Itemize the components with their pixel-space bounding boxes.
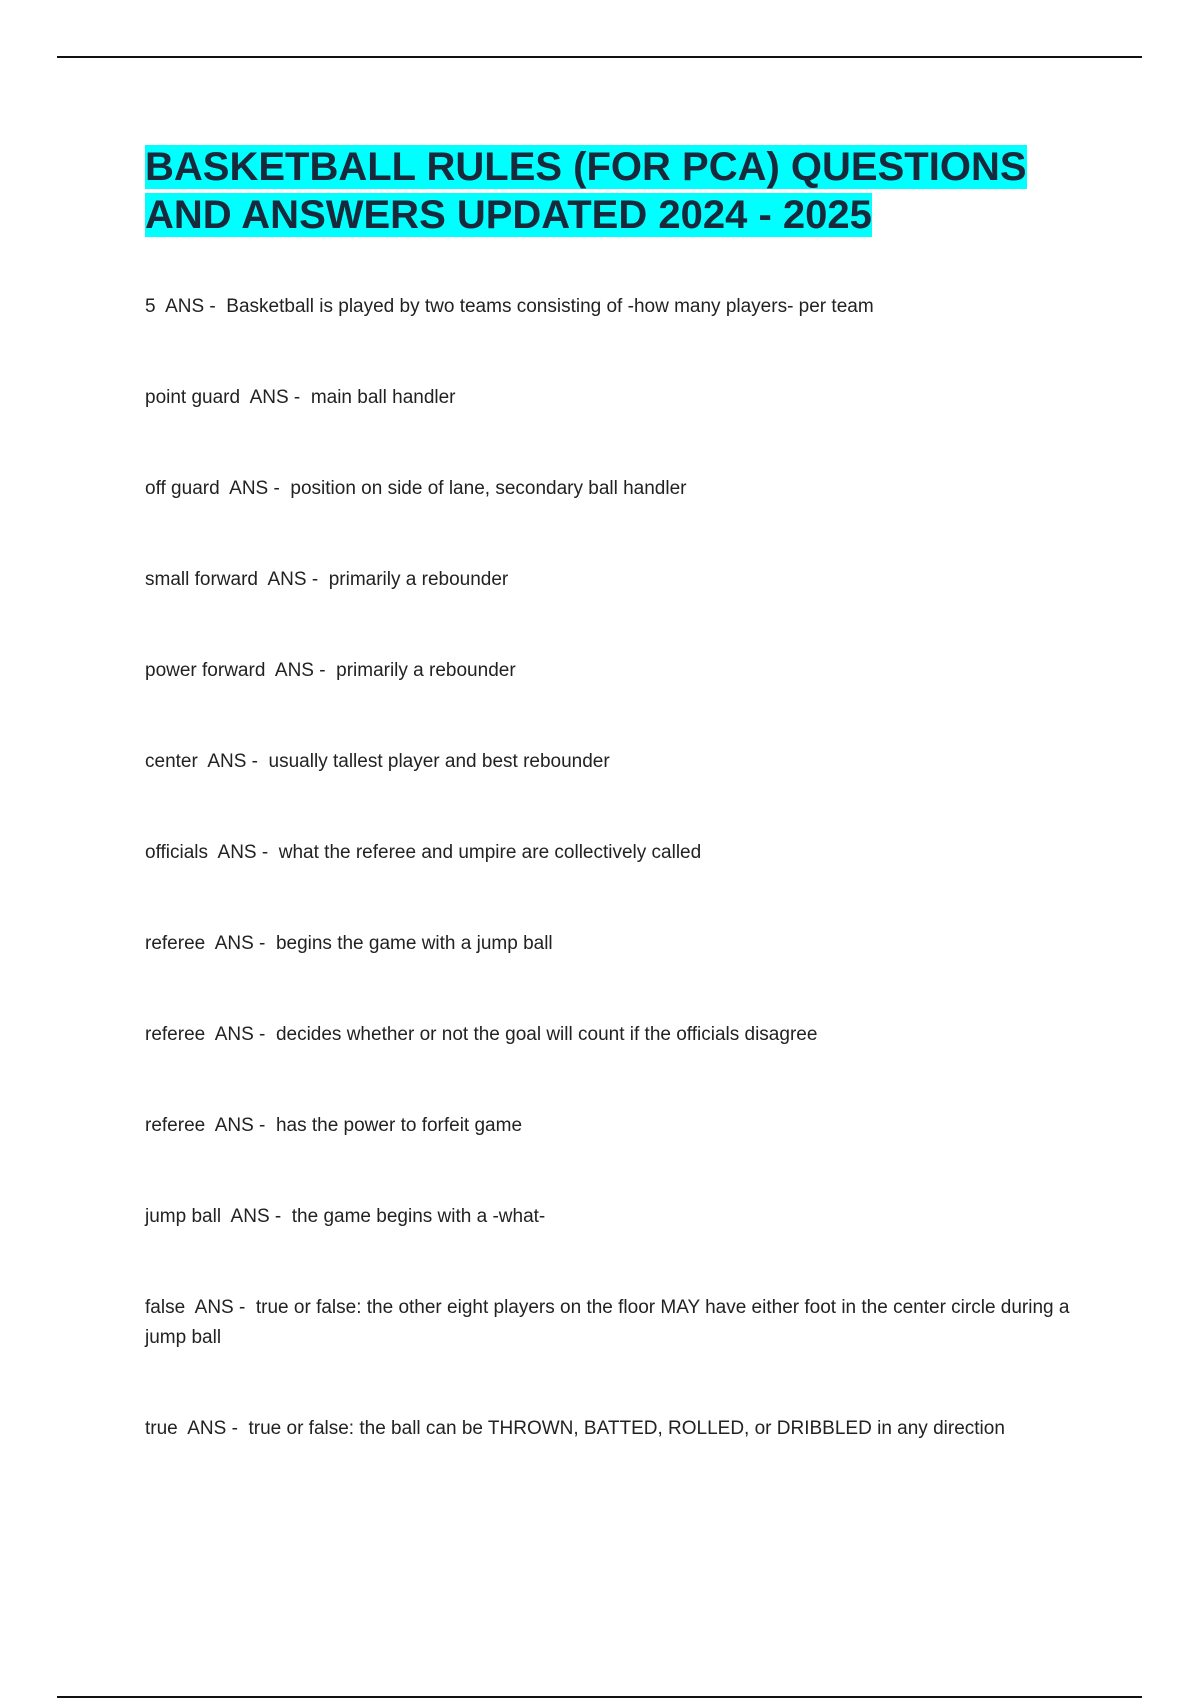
qa-item: true ANS - true or false: the ball can be THROWN, BATTED, ROLLED, or DRIBBLED in any direction [145, 1418, 1005, 1439]
qa-item: power forward ANS - primarily a rebounder [145, 660, 516, 681]
qa-item: referee ANS - begins the game with a jump ball [145, 933, 553, 954]
qa-item: off guard ANS - position on side of lane, secondary ball handler [145, 478, 687, 499]
document-title [145, 143, 1075, 239]
qa-item: point guard ANS - main ball handler [145, 387, 456, 408]
qa-item: false ANS - true or false: the other eight players on the floor MAY have either foot in the center circle during a jump ball [145, 1297, 1075, 1348]
qa-item: 5 ANS - Basketball is played by two teams consisting of -how many players- per team [145, 296, 874, 317]
header-rule [57, 56, 1142, 58]
qa-list [145, 292, 1075, 1505]
qa-item: jump ball ANS - the game begins with a -what- [145, 1206, 546, 1227]
qa-item: referee ANS - has the power to forfeit game [145, 1115, 523, 1136]
qa-item: officials ANS - what the referee and umpire are collectively called [145, 842, 702, 863]
qa-item: small forward ANS - primarily a rebounder [145, 569, 509, 590]
qa-item: referee ANS - decides whether or not the goal will count if the officials disagree [145, 1024, 818, 1045]
title-highlight: BASKETBALL RULES (FOR PCA) QUESTIONS AND ANSWERS UPDATED 2024 - 2025 [145, 145, 1027, 237]
qa-item: center ANS - usually tallest player and best rebounder [145, 751, 610, 772]
footer-rule [57, 1696, 1142, 1698]
